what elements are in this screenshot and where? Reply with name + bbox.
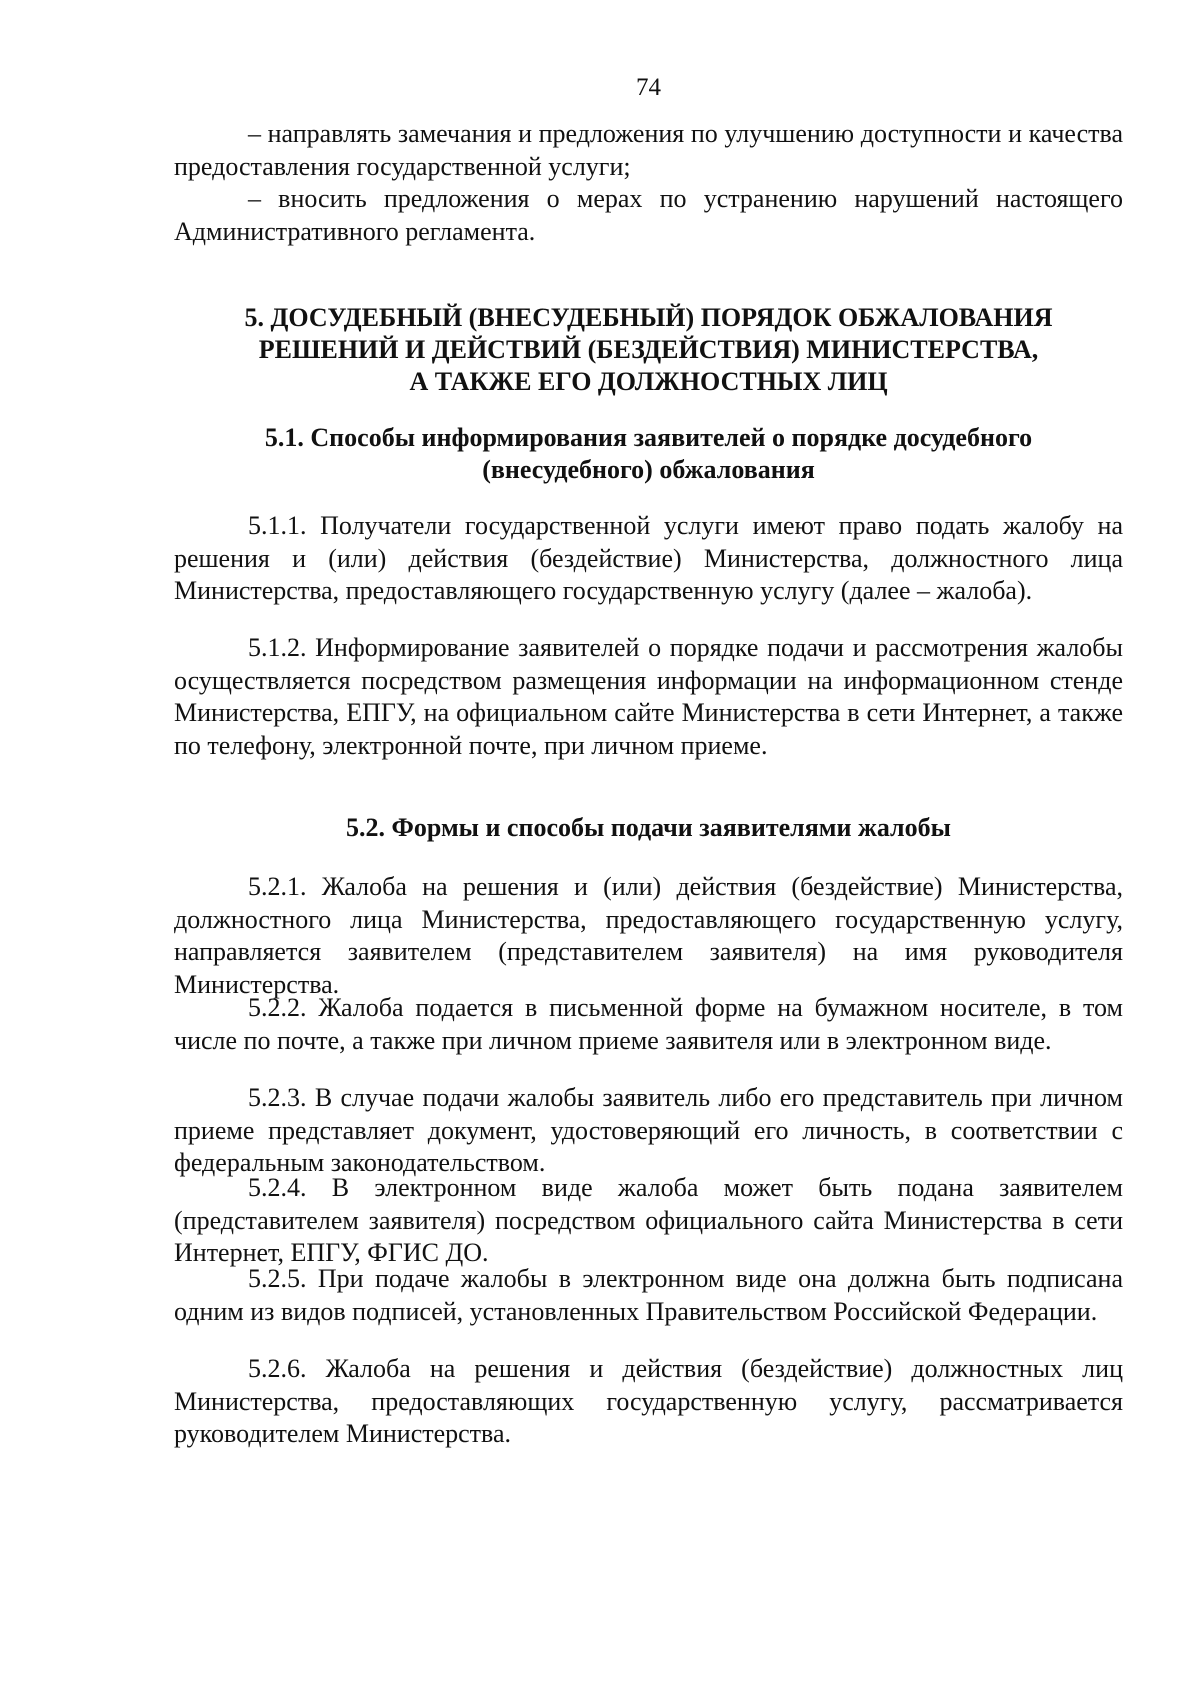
section-5-1-title-line-1: 5.1. Способы информирования заявителей о порядке досудебного <box>264 423 1033 452</box>
section-5-1-title-line-2: (внесудебного) обжалования <box>482 455 815 484</box>
paragraph-5-2-3: 5.2.3. В случае подачи жалобы заявитель либо его представитель при личном приеме представляет документ, удостоверяющий его личность, в соответствии с федеральным законодательством. <box>174 1083 1123 1178</box>
page-number: 74 <box>636 74 661 101</box>
paragraph-5-2-4: 5.2.4. В электронном виде жалоба может быть подана заявителем (представителем заявителя) посредством официального сайта Министерства в сети Интернет, ЕПГУ, ФГИС ДО. <box>174 1173 1123 1268</box>
paragraph-5-2-2: 5.2.2. Жалоба подается в письменной форме на бумажном носителе, в том числе по почте, а также при личном приеме заявителя или в электронном виде. <box>174 993 1123 1055</box>
intro-item-1: – направлять замечания и предложения по улучшению доступности и качества предоставления государственной услуги; <box>174 119 1123 181</box>
section-5-2-title: 5.2. Формы и способы подачи заявителями жалобы <box>346 813 951 842</box>
section-5-title-line-2: РЕШЕНИЙ И ДЕЙСТВИЙ (БЕЗДЕЙСТВИЯ) МИНИСТЕРСТВА, <box>258 335 1039 364</box>
section-5-1-title <box>174 422 1123 486</box>
section-5-title-line-1: 5. ДОСУДЕБНЫЙ (ВНЕСУДЕБНЫЙ) ПОРЯДОК ОБЖАЛОВАНИЯ <box>244 303 1053 332</box>
paragraph-5-2-5: 5.2.5. При подаче жалобы в электронном виде она должна быть подписана одним из видов подписей, установленных Правительством Российской Федерации. <box>174 1264 1123 1326</box>
section-5-title-line-3: А ТАКЖЕ ЕГО ДОЛЖНОСТНЫХ ЛИЦ <box>409 367 888 396</box>
paragraph-5-1-1: 5.1.1. Получатели государственной услуги имеют право подать жалобу на решения и (или) действия (бездействие) Министерства, должностного лица Министерства, предоставляющего государственную услугу (далее – жалоба). <box>174 511 1123 606</box>
paragraph-5-1-2: 5.1.2. Информирование заявителей о порядке подачи и рассмотрения жалобы осуществляется посредством размещения информации на информационном стенде Министерства, ЕПГУ, на официальном сайте Министерства в сети Интернет, а также по телефону, электронной почте, при личном приеме. <box>174 633 1123 760</box>
intro-item-2: – вносить предложения о мерах по устранению нарушений настоящего Административного регламента. <box>174 184 1123 246</box>
paragraph-5-2-1: 5.2.1. Жалоба на решения и (или) действия (бездействие) Министерства, должностного лица Министерства, предоставляющего государственную услугу, направляется заявителем (представителем заявителя) на имя руководителя Министерства. <box>174 872 1123 999</box>
paragraph-5-2-6: 5.2.6. Жалоба на решения и действия (бездействие) должностных лиц Министерства, предоставляющих государственную услугу, рассматривается руководителем Министерства. <box>174 1354 1123 1449</box>
section-5-title <box>174 302 1123 398</box>
